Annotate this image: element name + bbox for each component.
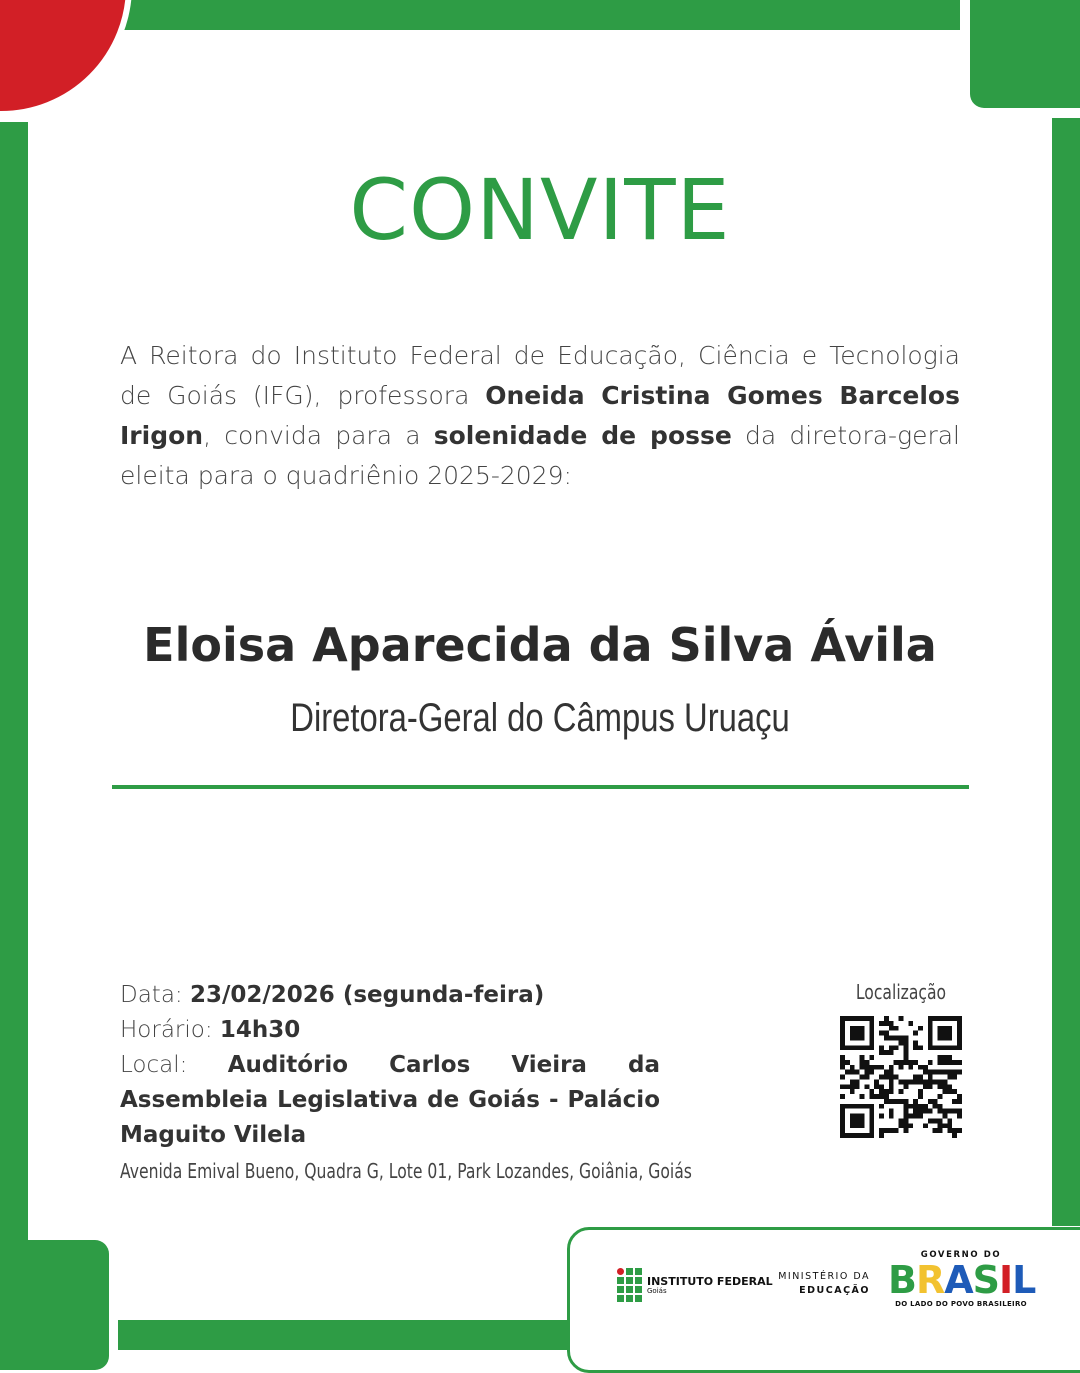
ifg-sub: Goiás — [647, 1286, 667, 1295]
gov-top: GOVERNO DO — [920, 1250, 1002, 1260]
mec-line-1: MINISTÉRIO DA — [778, 1271, 870, 1282]
frame-bottom-bar — [118, 1320, 570, 1350]
frame-right-bar — [1052, 118, 1080, 1226]
gov-word-letter: L — [1012, 1258, 1036, 1302]
date-line — [120, 978, 680, 1013]
gov-word-letter: R — [915, 1258, 945, 1302]
honoree-role: Diretora-Geral do Câmpus Uruaçu — [290, 696, 790, 740]
address-text: Avenida Emival Bueno, Quadra G, Lote 01, Park Lozandes, Goiânia, Goiás — [120, 1159, 692, 1183]
rector-name: Oneida Cristina Gomes Barcelos Irigon — [120, 381, 960, 450]
gov-bottom: DO LADO DO POVO BRASILEIRO — [895, 1300, 1027, 1308]
mec-line-2: EDUCAÇÃO — [799, 1285, 870, 1296]
gov-word-letter: I — [999, 1258, 1013, 1302]
date-label: Data: — [120, 982, 190, 1008]
frame-corner-top-right — [970, 0, 1080, 108]
location-qr-block — [838, 980, 964, 1138]
gov-word — [888, 1260, 1034, 1300]
gov-word-letter: A — [944, 1258, 973, 1302]
time-label: Horário: — [120, 1017, 220, 1043]
event-details — [120, 978, 692, 1189]
frame-corner-bottom-left — [0, 1240, 109, 1370]
gov-logo — [888, 1250, 1034, 1308]
place-line — [120, 1048, 660, 1153]
intro-text-1: A Reitora do Instituto Federal de Educação, Ciência e Tecnologia de Goiás (IFG), professora — [120, 341, 960, 410]
gov-word-letter: B — [888, 1258, 916, 1302]
intro-text-2: , convida para a — [203, 421, 434, 450]
frame-left-bar — [0, 122, 28, 1240]
ifg-name: INSTITUTO FEDERAL — [647, 1274, 773, 1288]
divider — [112, 785, 969, 789]
place-label: Local: — [120, 1052, 228, 1078]
ifg-logo — [617, 1265, 773, 1305]
intro-text-3: da diretora-geral eleita para o quadriênio 2025-2029: — [120, 421, 960, 490]
intro-paragraph — [120, 336, 960, 496]
ifg-mark-icon — [617, 1268, 642, 1302]
mec-logo — [765, 1270, 870, 1298]
page-title: CONVITE — [349, 161, 731, 259]
date-value: 23/02/2026 (segunda-feira) — [189, 982, 545, 1008]
event-name: solenidade de posse — [433, 421, 732, 450]
gov-word-letter: S — [972, 1258, 1000, 1302]
frame-top-bar — [120, 0, 960, 30]
time-line — [120, 1013, 680, 1048]
red-circle-decoration — [0, 0, 132, 117]
qr-label: Localização — [855, 980, 947, 1004]
qr-code-icon[interactable] — [840, 1016, 962, 1138]
honoree-name: Eloisa Aparecida da Silva Ávila — [143, 618, 937, 672]
place-value: Auditório Carlos Vieira da Assembleia Legislativa de Goiás - Palácio Maguito Vilela — [120, 1052, 660, 1148]
time-value: 14h30 — [219, 1017, 301, 1043]
